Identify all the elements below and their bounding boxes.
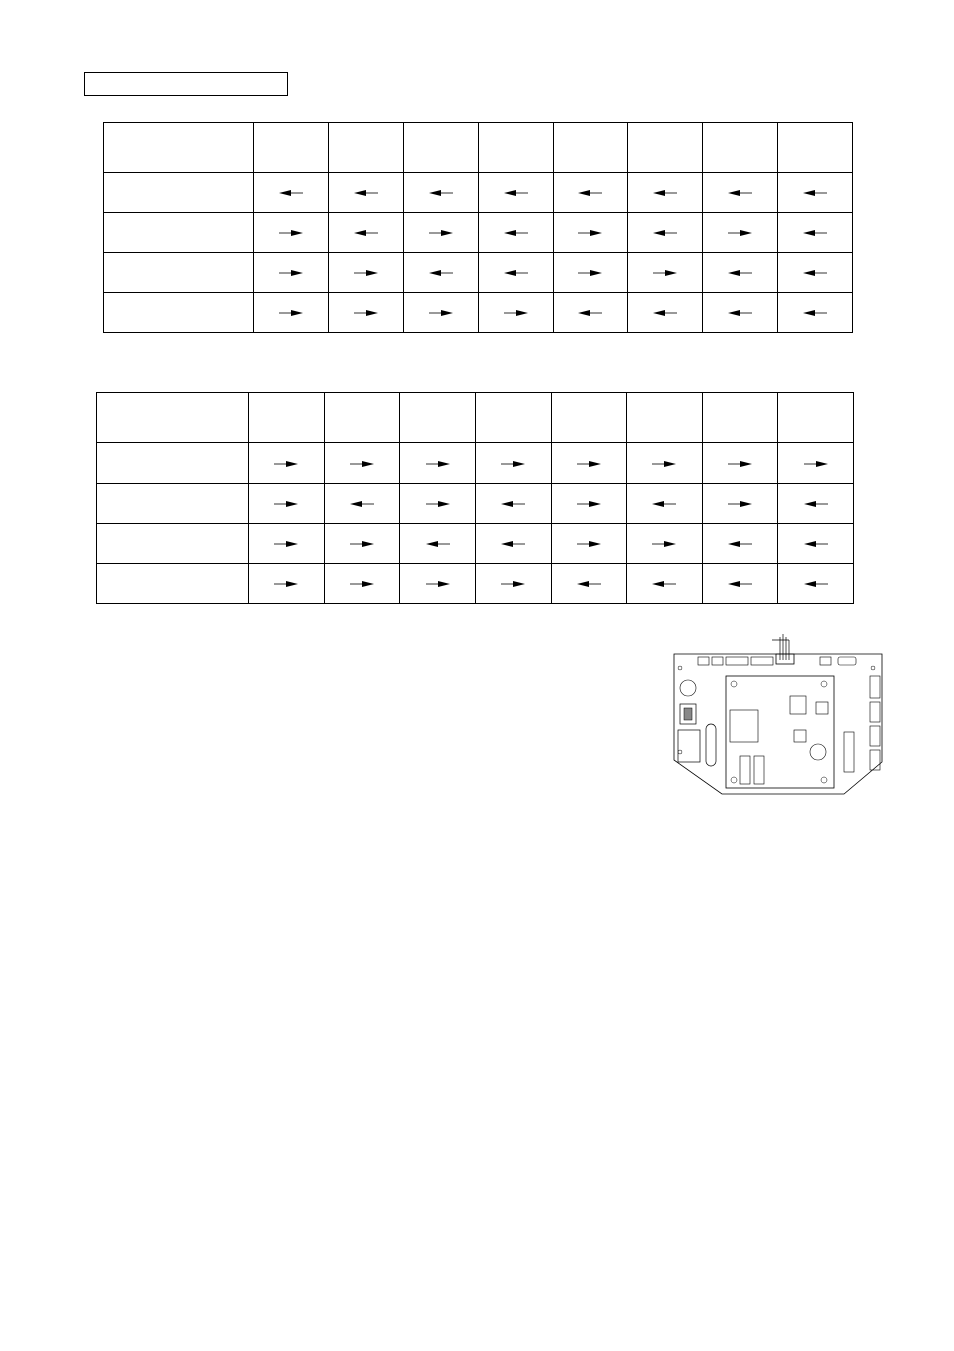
row-label <box>97 443 249 484</box>
arrow-left-icon <box>502 229 530 237</box>
arrow-left-icon <box>726 580 754 588</box>
switch-state-cell <box>778 524 854 564</box>
arrow-left-icon <box>650 580 678 588</box>
switch-state-cell <box>400 524 476 564</box>
switch-state-cell <box>254 253 329 293</box>
arrow-left-icon <box>801 229 829 237</box>
arrow-left-icon <box>726 309 754 317</box>
table-header-row <box>104 123 853 173</box>
switch-state-cell <box>553 173 628 213</box>
switch-state-cell <box>475 564 551 604</box>
arrow-left-icon <box>726 269 754 277</box>
switch-state-cell <box>324 524 400 564</box>
arrow-left-icon <box>424 540 452 548</box>
row-label <box>104 253 254 293</box>
switch-state-cell <box>551 484 627 524</box>
table-header-row <box>97 393 854 443</box>
arrow-left-icon <box>726 540 754 548</box>
arrow-right-icon <box>576 269 604 277</box>
row-label <box>97 484 249 524</box>
arrow-right-icon <box>424 500 452 508</box>
switch-state-cell <box>249 564 325 604</box>
switch-state-cell <box>778 213 853 253</box>
arrow-left-icon <box>802 580 830 588</box>
switch-state-cell <box>627 524 703 564</box>
switch-state-cell <box>475 524 551 564</box>
header-switch-cell <box>703 123 778 173</box>
arrow-right-icon <box>427 309 455 317</box>
switch-state-cell <box>403 173 478 213</box>
row-label <box>97 524 249 564</box>
arrow-right-icon <box>427 229 455 237</box>
arrow-left-icon <box>502 189 530 197</box>
switch-state-cell <box>249 484 325 524</box>
arrow-right-icon <box>726 460 754 468</box>
table-row <box>97 484 854 524</box>
arrow-right-icon <box>802 460 830 468</box>
switch-state-cell <box>703 253 778 293</box>
arrow-left-icon <box>651 229 679 237</box>
row-label <box>104 213 254 253</box>
switch-state-cell <box>400 443 476 484</box>
switch-state-cell <box>478 173 553 213</box>
switch-state-cell <box>628 293 703 333</box>
arrow-right-icon <box>499 580 527 588</box>
switch-state-cell <box>249 524 325 564</box>
switch-state-cell <box>703 293 778 333</box>
switch-state-cell <box>702 443 778 484</box>
switch-state-cell <box>403 293 478 333</box>
arrow-right-icon <box>272 540 300 548</box>
switch-state-cell <box>551 443 627 484</box>
arrow-left-icon <box>499 540 527 548</box>
switch-state-cell <box>553 213 628 253</box>
table-row <box>97 564 854 604</box>
dip-switch-table-1 <box>103 122 853 333</box>
switch-state-cell <box>627 484 703 524</box>
switch-state-cell <box>403 213 478 253</box>
switch-state-cell <box>478 253 553 293</box>
header-switch-cell <box>778 123 853 173</box>
arrow-right-icon <box>277 229 305 237</box>
table-row <box>104 293 853 333</box>
arrow-left-icon <box>801 269 829 277</box>
arrow-right-icon <box>272 460 300 468</box>
arrow-left-icon <box>576 309 604 317</box>
switch-state-cell <box>475 484 551 524</box>
arrow-left-icon <box>427 269 455 277</box>
arrow-left-icon <box>352 229 380 237</box>
arrow-left-icon <box>348 500 376 508</box>
row-label <box>104 293 254 333</box>
header-label-cell <box>97 393 249 443</box>
table-row <box>104 173 853 213</box>
table-row <box>97 524 854 564</box>
arrow-right-icon <box>576 229 604 237</box>
switch-state-cell <box>778 173 853 213</box>
switch-state-cell <box>551 524 627 564</box>
arrow-right-icon <box>651 269 679 277</box>
circuit-board-diagram <box>668 632 886 800</box>
switch-state-cell <box>628 213 703 253</box>
header-switch-cell <box>475 393 551 443</box>
header-label-cell <box>104 123 254 173</box>
switch-state-cell <box>627 564 703 604</box>
arrow-left-icon <box>801 189 829 197</box>
switch-state-cell <box>254 213 329 253</box>
arrow-left-icon <box>575 580 603 588</box>
arrow-left-icon <box>427 189 455 197</box>
switch-state-cell <box>628 253 703 293</box>
header-switch-cell <box>249 393 325 443</box>
row-label <box>97 564 249 604</box>
header-switch-cell <box>553 123 628 173</box>
header-switch-cell <box>628 123 703 173</box>
switch-state-cell <box>778 293 853 333</box>
arrow-left-icon <box>277 189 305 197</box>
switch-state-cell <box>324 564 400 604</box>
arrow-left-icon <box>651 189 679 197</box>
arrow-right-icon <box>352 309 380 317</box>
arrow-right-icon <box>726 229 754 237</box>
arrow-left-icon <box>802 500 830 508</box>
arrow-left-icon <box>499 500 527 508</box>
arrow-right-icon <box>348 460 376 468</box>
switch-state-cell <box>328 293 403 333</box>
arrow-right-icon <box>650 540 678 548</box>
arrow-right-icon <box>650 460 678 468</box>
header-switch-cell <box>254 123 329 173</box>
arrow-right-icon <box>502 309 530 317</box>
switch-state-cell <box>702 564 778 604</box>
arrow-left-icon <box>576 189 604 197</box>
header-switch-cell <box>478 123 553 173</box>
switch-state-cell <box>703 173 778 213</box>
arrow-left-icon <box>802 540 830 548</box>
arrow-right-icon <box>424 580 452 588</box>
arrow-right-icon <box>424 460 452 468</box>
header-switch-cell <box>778 393 854 443</box>
switch-state-cell <box>551 564 627 604</box>
arrow-right-icon <box>575 540 603 548</box>
arrow-left-icon <box>801 309 829 317</box>
switch-state-cell <box>553 253 628 293</box>
switch-state-cell <box>703 213 778 253</box>
header-switch-cell <box>627 393 703 443</box>
arrow-left-icon <box>726 189 754 197</box>
switch-state-cell <box>254 293 329 333</box>
header-switch-cell <box>324 393 400 443</box>
switch-state-cell <box>702 524 778 564</box>
switch-state-cell <box>328 173 403 213</box>
switch-state-cell <box>400 564 476 604</box>
arrow-right-icon <box>277 309 305 317</box>
table-row <box>104 213 853 253</box>
header-switch-cell <box>328 123 403 173</box>
header-switch-cell <box>403 123 478 173</box>
switch-state-cell <box>249 443 325 484</box>
switch-state-cell <box>778 253 853 293</box>
arrow-right-icon <box>348 580 376 588</box>
row-label <box>104 173 254 213</box>
table-row <box>104 253 853 293</box>
header-switch-cell <box>400 393 476 443</box>
switch-state-cell <box>478 213 553 253</box>
switch-state-cell <box>778 564 854 604</box>
arrow-right-icon <box>272 500 300 508</box>
switch-state-cell <box>702 484 778 524</box>
arrow-right-icon <box>575 460 603 468</box>
arrow-left-icon <box>650 500 678 508</box>
switch-state-cell <box>478 293 553 333</box>
switch-state-cell <box>328 213 403 253</box>
arrow-left-icon <box>502 269 530 277</box>
switch-state-cell <box>400 484 476 524</box>
arrow-right-icon <box>348 540 376 548</box>
table-row <box>97 443 854 484</box>
section-title-box <box>84 72 288 96</box>
arrow-left-icon <box>651 309 679 317</box>
switch-state-cell <box>403 253 478 293</box>
switch-state-cell <box>553 293 628 333</box>
switch-state-cell <box>254 173 329 213</box>
dip-switch-table-2 <box>96 392 854 604</box>
switch-state-cell <box>628 173 703 213</box>
switch-state-cell <box>778 484 854 524</box>
arrow-left-icon <box>352 189 380 197</box>
switch-state-cell <box>324 484 400 524</box>
arrow-right-icon <box>272 580 300 588</box>
arrow-right-icon <box>575 500 603 508</box>
header-switch-cell <box>702 393 778 443</box>
switch-state-cell <box>324 443 400 484</box>
switch-state-cell <box>328 253 403 293</box>
arrow-right-icon <box>726 500 754 508</box>
arrow-right-icon <box>277 269 305 277</box>
arrow-right-icon <box>499 460 527 468</box>
arrow-right-icon <box>352 269 380 277</box>
switch-state-cell <box>475 443 551 484</box>
header-switch-cell <box>551 393 627 443</box>
switch-state-cell <box>778 443 854 484</box>
switch-state-cell <box>627 443 703 484</box>
